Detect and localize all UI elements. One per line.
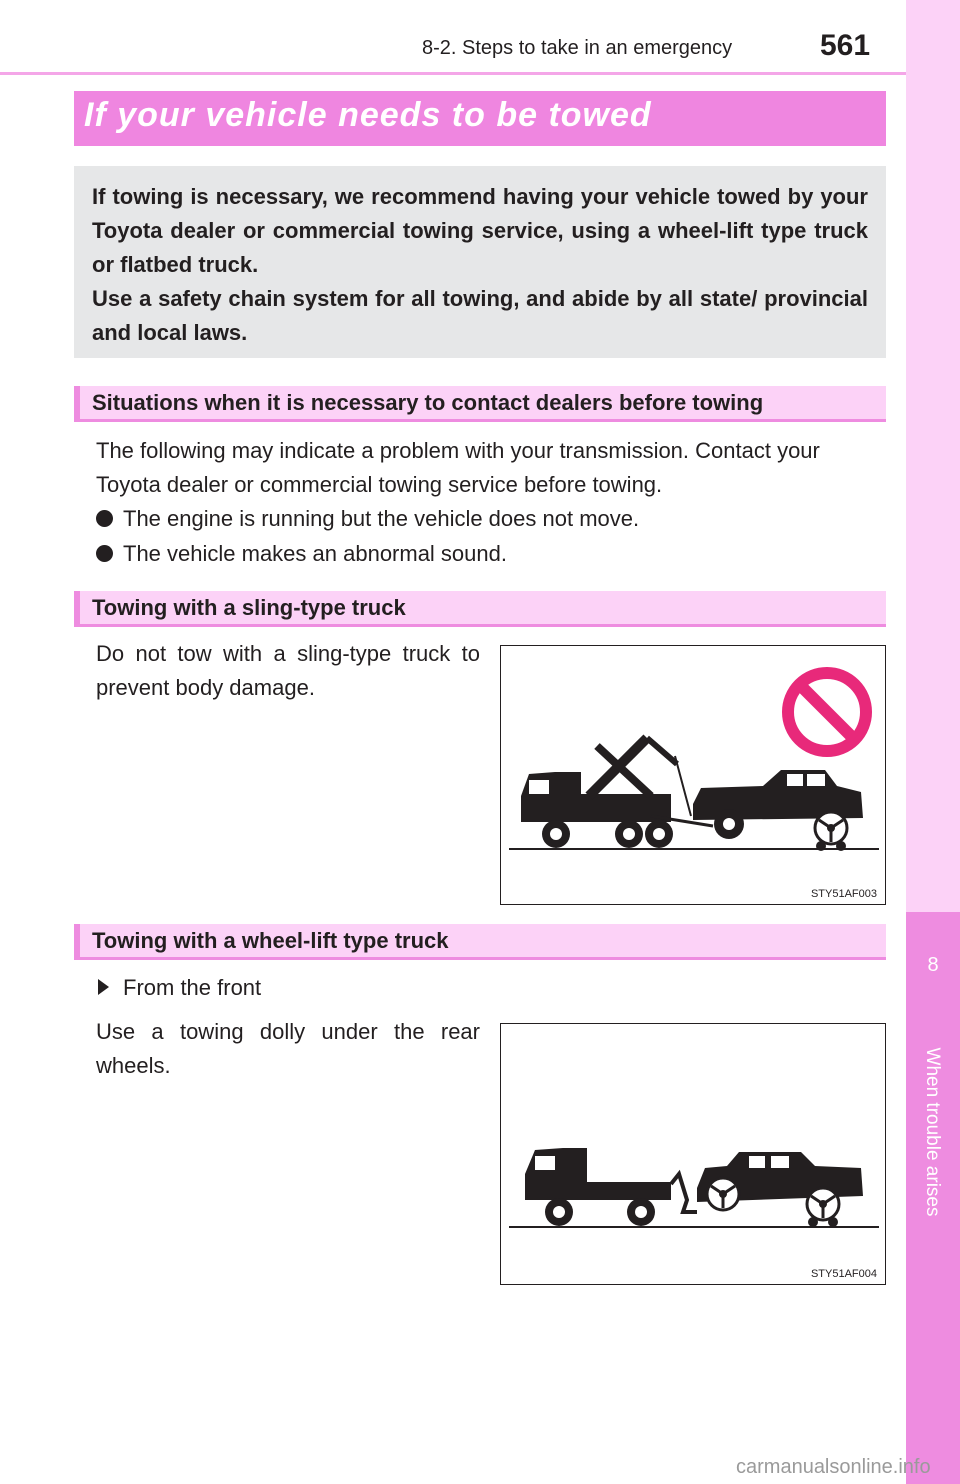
page-title-bar (74, 91, 886, 146)
section-heading: Towing with a wheel-lift type truck (92, 928, 449, 953)
section-heading-bar (74, 591, 886, 627)
figure-code: STY51AF003 (810, 888, 877, 900)
section-path: 8-2. Steps to take in an emergency (422, 37, 733, 59)
steering-wheel-icon (707, 1178, 739, 1210)
chapter-number: 8 (927, 954, 939, 976)
list-item-text: The vehicle makes an abnormal sound. (123, 541, 507, 566)
section-heading-bar (74, 386, 886, 422)
bullet-icon (96, 510, 113, 527)
figure-code: STY51AF004 (810, 1268, 877, 1280)
intro-text (92, 180, 868, 350)
wheel-icon (542, 820, 673, 848)
towing-dolly-icon (807, 1188, 839, 1227)
page-title: If your vehicle needs to be towed (84, 96, 652, 134)
watermark: carmanualsonline.info (736, 1456, 931, 1478)
section3-text: Use a towing dolly under the rear wheels. (96, 1019, 480, 1078)
section-heading: Situations when it is necessary to contact dealers before towing (92, 390, 764, 415)
list-item (96, 502, 639, 536)
subheading-text: From the front (123, 975, 262, 1000)
sling-truck-figure (500, 645, 886, 905)
tow-truck-icon (521, 738, 713, 826)
wheel-lift-figure (500, 1023, 886, 1285)
prohibition-icon (788, 673, 866, 751)
page-number: 561 (820, 29, 871, 62)
wheel-lift-illustration (501, 1024, 885, 1284)
intro-paragraph: Use a safety chain system for all towing, and abide by all state/ provincial and local laws. (92, 286, 868, 345)
triangle-bullet-icon (98, 979, 109, 995)
section2-text: Do not tow with a sling-type truck to prevent body damage. (96, 641, 480, 700)
section-heading: Towing with a sling-type truck (92, 595, 406, 620)
subheading (98, 971, 261, 1005)
chapter-title: When trouble arises (922, 1047, 943, 1217)
list-item (96, 537, 507, 571)
section-heading-bar (74, 924, 886, 960)
intro-paragraph: If towing is necessary, we recommend having your vehicle towed by your Toyota dealer or commercial towing service, using a wheel-lift type truck or flatbed truck. (92, 184, 868, 277)
steering-wheel-icon (815, 812, 847, 851)
header-rule (0, 72, 906, 75)
list-item-text: The engine is running but the vehicle does not move. (123, 506, 640, 531)
section1-text: The following may indicate a problem with your transmission. Contact your Toyota dealer or commercial towing service before towing. (96, 438, 820, 497)
sling-truck-illustration (501, 646, 885, 904)
bullet-icon (96, 545, 113, 562)
wheel-icon (545, 1198, 655, 1226)
